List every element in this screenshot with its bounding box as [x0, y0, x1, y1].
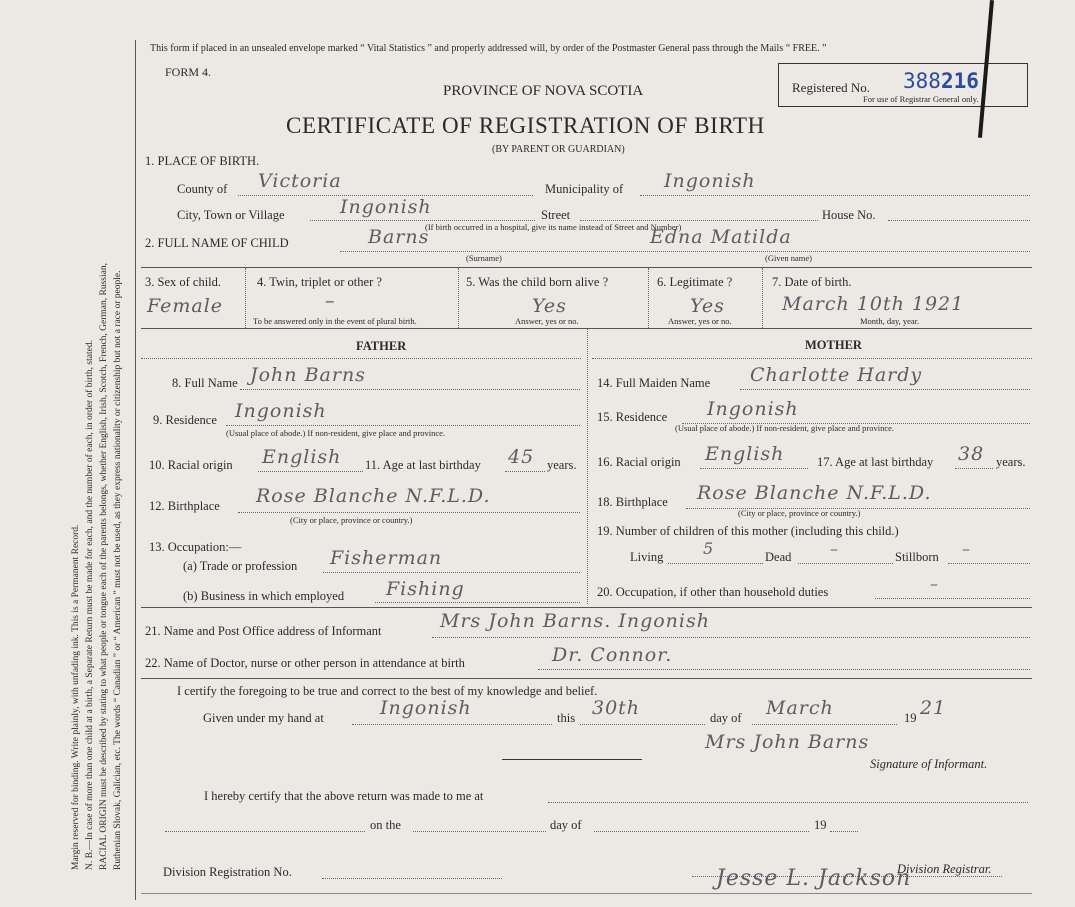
municipality-label: Municipality of — [545, 182, 624, 196]
margin-rule — [135, 40, 136, 900]
month-value: March — [766, 697, 834, 719]
date-of-birth-label: 7. Date of birth. — [772, 275, 852, 289]
father-heading: FATHER — [356, 339, 407, 353]
father-residence-value: Ingonish — [235, 400, 327, 422]
mother-heading: MOTHER — [805, 338, 862, 352]
divider-father-mother — [587, 329, 588, 604]
city-label: City, Town or Village — [177, 208, 285, 222]
registrar-year-line — [830, 831, 858, 832]
twin-value: – — [325, 290, 336, 312]
father-occupation-label: 13. Occupation:— — [149, 540, 242, 554]
city-value: Ingonish — [340, 196, 432, 218]
division-registration-line — [322, 878, 502, 879]
mother-birthplace-value: Rose Blanche N.F.L.D. — [697, 482, 932, 504]
legitimate-label: 6. Legitimate ? — [657, 275, 733, 289]
father-age-value: 45 — [508, 446, 535, 468]
registrar-signature: Jesse L. Jackson — [716, 866, 912, 891]
father-name-label: 8. Full Name — [172, 376, 238, 390]
father-racial-label: 10. Racial origin — [149, 458, 233, 472]
registered-label: Registered No. — [792, 80, 870, 95]
mother-age-value: 38 — [958, 443, 985, 465]
mother-residence-value: Ingonish — [707, 398, 799, 420]
legitimate-value: Yes — [690, 295, 725, 317]
mother-racial-line — [700, 468, 808, 469]
dead-value: – — [830, 539, 839, 558]
registrar-day-of-label: day of — [550, 818, 582, 832]
child-surname: Barns — [368, 226, 430, 248]
certificate-subtitle: (BY PARENT OR GUARDIAN) — [492, 144, 625, 155]
father-racial-value: English — [262, 446, 342, 468]
father-birthplace-line — [238, 512, 580, 513]
twin-note: To be answered only in the event of plural birth. — [253, 316, 417, 326]
given-name-caption: (Given name) — [765, 253, 812, 263]
surname-caption: (Surname) — [466, 253, 502, 263]
father-business-label: (b) Business in which employed — [183, 589, 345, 603]
father-name-value: John Barns — [250, 364, 366, 386]
registered-number-box — [778, 63, 1028, 107]
stillborn-value: – — [962, 539, 971, 558]
father-business-line — [375, 602, 580, 603]
on-the-line — [413, 831, 546, 832]
postal-notice: This form if placed in an unsealed envelope marked “ Vital Statistics ” and properly addressed will, by order of the Postmaster General pass through the Mails “ FREE. ” — [150, 43, 827, 54]
informant-line — [432, 637, 1030, 638]
registered-note: For use of Registrar General only. — [863, 94, 979, 104]
rule-above-informant — [141, 607, 1032, 608]
living-value: 5 — [703, 539, 715, 558]
stillborn-line — [948, 563, 1030, 564]
mother-birthplace-note: (City or place, province or country.) — [738, 508, 861, 518]
mother-age-label: 17. Age at last birthday — [817, 455, 934, 469]
mother-occupation-label: 20. Occupation, if other than household duties — [597, 585, 829, 599]
father-birthplace-label: 12. Birthplace — [149, 499, 220, 513]
day-of-label: day of — [710, 711, 742, 725]
house-number-line — [888, 220, 1030, 221]
divider-sex-twin — [245, 268, 246, 328]
bottom-rule — [141, 893, 1032, 894]
form-number: FORM 4. — [165, 65, 212, 79]
mother-occupation-line — [875, 598, 1030, 599]
certificate-title: CERTIFICATE OF REGISTRATION OF BIRTH — [286, 113, 765, 138]
registrar-statement: I hereby certify that the above return was made to me at — [204, 789, 484, 803]
hospital-note: (If birth occurred in a hospital, give its name instead of Street and Number) — [425, 222, 682, 232]
street-line — [580, 220, 818, 221]
father-age-unit: years. — [547, 458, 577, 472]
mother-racial-label: 16. Racial origin — [597, 455, 681, 469]
short-rule — [502, 759, 642, 760]
living-line — [668, 563, 763, 564]
registrar-leading-line — [165, 831, 365, 832]
father-residence-line — [226, 425, 580, 426]
father-name-line — [240, 389, 580, 390]
rule-above-certification — [141, 678, 1032, 679]
father-age-label: 11. Age at last birthday — [365, 458, 481, 472]
day-value: 30th — [592, 697, 641, 719]
margin-note-binding: Margin reserved for binding. Write plainly, with unfading ink. This is a Permanent Record. — [71, 524, 81, 870]
dead-line — [798, 563, 893, 564]
father-business-value: Fishing — [386, 578, 465, 600]
house-number-label: House No. — [822, 208, 876, 222]
registrar-year-prefix: 19 — [814, 818, 827, 832]
dead-label: Dead — [765, 550, 792, 564]
doctor-value: Dr. Connor. — [552, 644, 673, 666]
father-trade-value: Fisherman — [330, 547, 443, 569]
rule-mother-heading — [592, 358, 1032, 359]
date-of-birth-note: Month, day, year. — [860, 316, 920, 326]
division-registrar-caption: Division Registrar. — [897, 862, 992, 876]
year-value: 21 — [920, 697, 947, 719]
province-heading: PROVINCE OF NOVA SCOTIA — [443, 83, 644, 99]
mother-name-value: Charlotte Hardy — [750, 364, 923, 386]
city-line — [310, 220, 535, 221]
doctor-line — [538, 669, 1030, 670]
father-racial-line — [258, 471, 363, 472]
rule-above-details — [141, 267, 1032, 268]
twin-label: 4. Twin, triplet or other ? — [257, 275, 382, 289]
child-name-heading: 2. FULL NAME OF CHILD — [145, 236, 289, 250]
doctor-label: 22. Name of Doctor, nurse or other person in attendance at birth — [145, 656, 465, 670]
father-residence-label: 9. Residence — [153, 413, 217, 427]
day-line — [580, 724, 705, 725]
municipality-value: Ingonish — [664, 170, 756, 192]
mother-children-label: 19. Number of children of this mother (including this child.) — [597, 524, 899, 538]
mother-racial-value: English — [705, 443, 785, 465]
father-birthplace-value: Rose Blanche N.F.L.D. — [256, 485, 491, 507]
date-of-birth-value: March 10th 1921 — [782, 293, 965, 315]
child-name-line — [340, 251, 1030, 252]
child-given-name: Edna Matilda — [650, 226, 792, 248]
informant-signature: Mrs John Barns — [705, 731, 870, 753]
informant-value: Mrs John Barns. Ingonish — [440, 610, 710, 632]
informant-signature-caption: Signature of Informant. — [870, 757, 988, 771]
father-trade-line — [323, 572, 580, 573]
living-label: Living — [630, 550, 664, 564]
street-label: Street — [541, 208, 571, 222]
mother-occupation-value: – — [930, 574, 939, 593]
divider-legit-date — [762, 268, 763, 328]
legitimate-note: Answer, yes or no. — [668, 316, 732, 326]
mother-birthplace-label: 18. Birthplace — [597, 495, 668, 509]
this-label: this — [557, 711, 576, 725]
margin-note-racial-origin-cont: Ruthenian Slovak, Galician, etc. The words “ Canadian ” or “ American ” must not be used, as they express nationality or citizenship but not a race or people. — [113, 270, 123, 870]
mother-name-label: 14. Full Maiden Name — [597, 376, 711, 390]
informant-label: 21. Name and Post Office address of Informant — [145, 624, 382, 638]
mother-age-line — [955, 468, 993, 469]
county-value: Victoria — [258, 170, 342, 192]
divider-alive-legit — [648, 268, 649, 328]
stillborn-label: Stillborn — [895, 550, 939, 564]
county-label: County of — [177, 182, 228, 196]
margin-note-racial-origin: RACIAL ORIGIN must be described by stating to what people or tongue each of the parents belongs, whether English, Irish, Scotch, French, German, Russian, — [99, 263, 109, 870]
father-residence-note: (Usual place of abode.) If non-resident, give place and province. — [226, 428, 446, 438]
mother-residence-label: 15. Residence — [597, 410, 668, 424]
born-alive-label: 5. Was the child born alive ? — [466, 275, 609, 289]
mother-age-unit: years. — [996, 455, 1026, 469]
mother-name-line — [740, 389, 1030, 390]
father-birthplace-note: (City or place, province or country.) — [290, 515, 413, 525]
given-place-line — [352, 724, 552, 725]
sex-value: Female — [147, 295, 224, 317]
year-prefix: 19 — [904, 711, 917, 725]
municipality-line — [640, 195, 1030, 196]
registrar-place-line — [548, 802, 1028, 803]
on-the-label: on the — [370, 818, 401, 832]
registrar-month-line — [594, 831, 809, 832]
sex-label: 3. Sex of child. — [145, 275, 222, 289]
father-trade-label: (a) Trade or profession — [183, 559, 298, 573]
registered-number-prefix: 388 — [903, 69, 941, 93]
given-place-value: Ingonish — [380, 697, 472, 719]
divider-twin-alive — [458, 268, 459, 328]
registered-number: 216 — [941, 69, 979, 93]
father-age-line — [505, 471, 545, 472]
certification-statement: I certify the foregoing to be true and correct to the best of my knowledge and belief. — [177, 684, 598, 698]
margin-note-plural-birth: N. B.—In case of more than one child at a birth, a Separate Return must be made for each, and the number of each, in order of birth, stated. — [85, 340, 95, 870]
place-of-birth-heading: 1. PLACE OF BIRTH. — [145, 154, 260, 168]
rule-father-heading — [141, 358, 581, 359]
given-under-label: Given under my hand at — [203, 711, 324, 725]
division-registration-label: Division Registration No. — [163, 865, 292, 879]
month-line — [752, 724, 897, 725]
mother-residence-note: (Usual place of abode.) If non-resident, give place and province. — [675, 423, 895, 433]
born-alive-value: Yes — [532, 295, 567, 317]
born-alive-note: Answer, yes or no. — [515, 316, 579, 326]
